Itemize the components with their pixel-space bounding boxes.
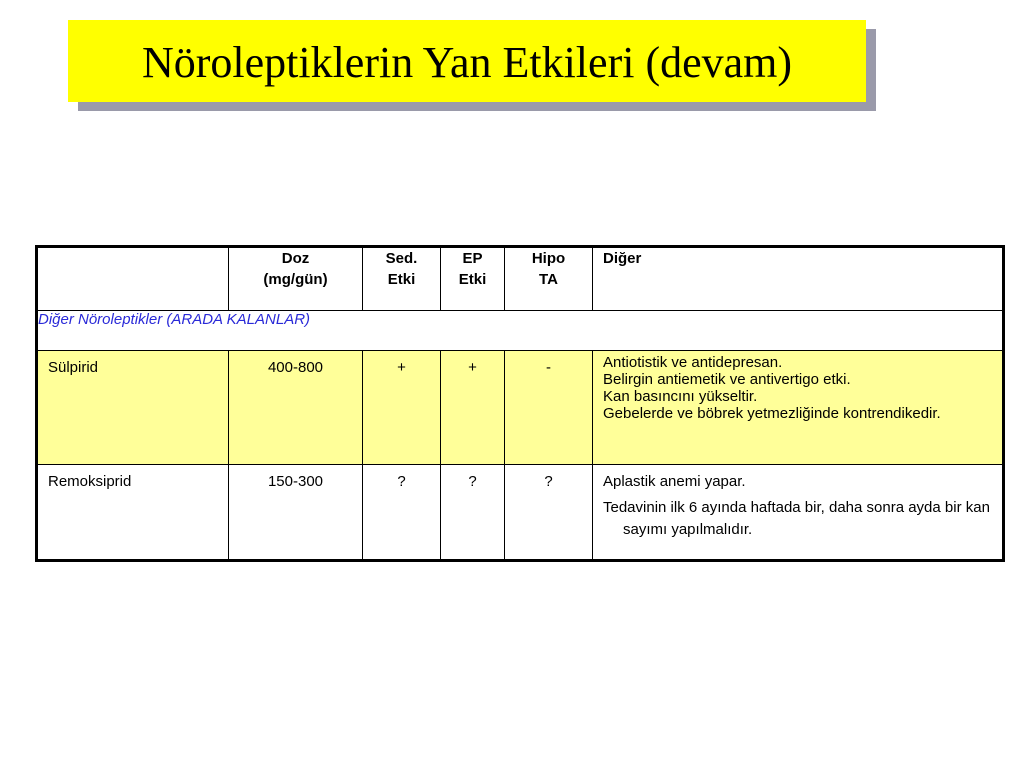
header-sed bbox=[363, 247, 441, 311]
header-doz-line2: (mg/gün) bbox=[263, 271, 328, 288]
slide-title: Nöroleptiklerin Yan Etkileri (devam) bbox=[141, 37, 793, 87]
header-ep-line1: EP bbox=[462, 250, 483, 267]
hypotension-cell: ? bbox=[505, 465, 593, 561]
drug-name: Remoksiprid bbox=[37, 465, 229, 561]
note-item: Aplastik anemi yapar. bbox=[603, 473, 746, 490]
ep-cell: ? bbox=[441, 465, 505, 561]
notes-cell bbox=[593, 351, 1004, 465]
side-effects-table bbox=[35, 245, 1005, 562]
header-hipo bbox=[505, 247, 593, 311]
title-box bbox=[68, 20, 866, 102]
dose-cell: 400-800 bbox=[229, 351, 363, 465]
ep-cell: + bbox=[441, 351, 505, 465]
drug-name: Sülpirid bbox=[37, 351, 229, 465]
header-ep-line2: Etki bbox=[458, 271, 487, 288]
header-hipo-line2: TA bbox=[539, 271, 558, 288]
header-hipo-line1: Hipo bbox=[531, 250, 566, 267]
note-item: Antiotistik ve antidepresan. bbox=[603, 354, 783, 371]
note-item: Kan basıncını yükseltir. bbox=[603, 388, 758, 405]
section-row bbox=[37, 311, 1004, 351]
slide-title-wrapper bbox=[68, 20, 866, 102]
table-header-row bbox=[37, 247, 1004, 311]
note-item: Tedavinin ilk 6 ayında haftada bir, daha sonra ayda bir kan sayımı yapılmalıdır. bbox=[603, 499, 990, 538]
note-item: Belirgin antiemetik ve antivertigo etki. bbox=[603, 371, 851, 388]
table-row bbox=[37, 465, 1004, 561]
header-name bbox=[37, 247, 229, 311]
header-doz-line1: Doz bbox=[281, 250, 310, 267]
note-item: Gebelerde ve böbrek yetmezliğinde kontrendikedir. bbox=[603, 405, 941, 422]
sedation-cell: + bbox=[363, 351, 441, 465]
header-ep bbox=[441, 247, 505, 311]
header-diger: Diğer bbox=[593, 247, 1004, 311]
header-sed-line1: Sed. bbox=[385, 250, 418, 267]
sedation-cell: ? bbox=[363, 465, 441, 561]
header-sed-line2: Etki bbox=[387, 271, 416, 288]
hypotension-cell: - bbox=[505, 351, 593, 465]
notes-cell bbox=[593, 465, 1004, 561]
table-row bbox=[37, 351, 1004, 465]
header-doz bbox=[229, 247, 363, 311]
section-label: Diğer Nöroleptikler (ARADA KALANLAR) bbox=[37, 311, 1004, 351]
dose-cell: 150-300 bbox=[229, 465, 363, 561]
